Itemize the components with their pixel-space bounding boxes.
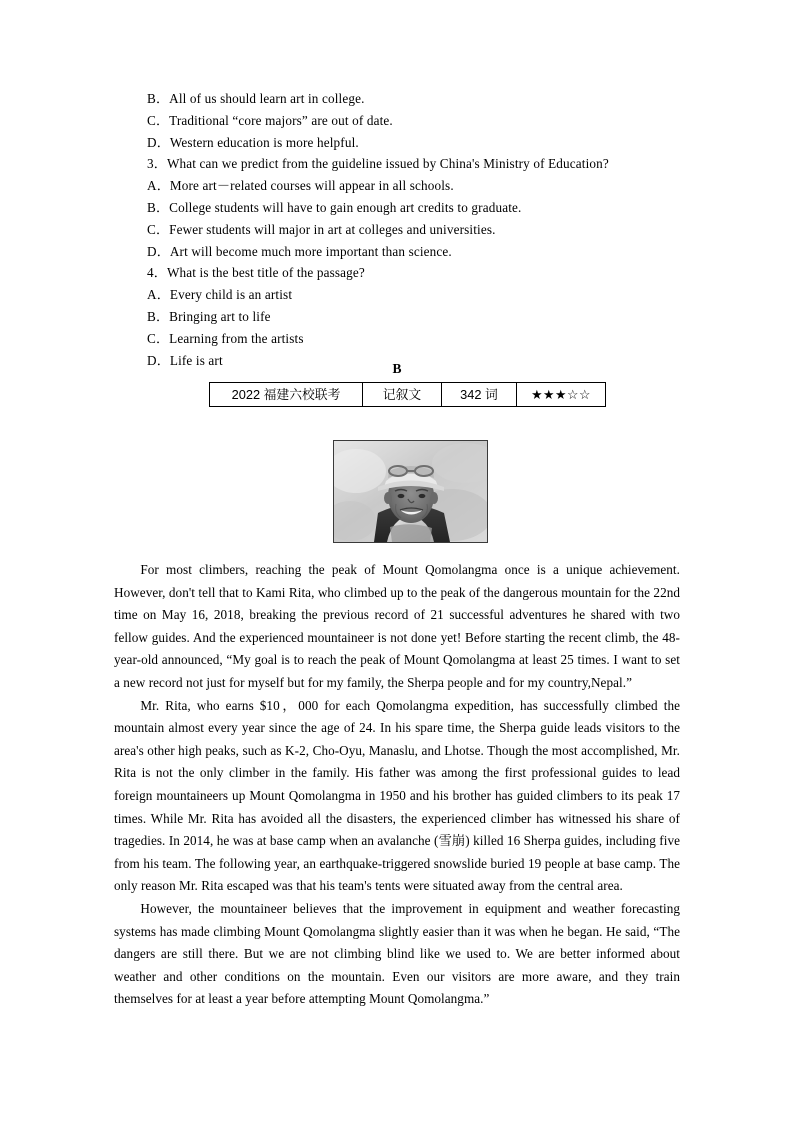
option-label: D ． bbox=[147, 241, 168, 263]
question-line bbox=[147, 110, 687, 132]
option-text: All of us should learn art in college. bbox=[169, 91, 365, 106]
question-line bbox=[147, 197, 687, 219]
question-line bbox=[147, 306, 687, 328]
question-text: What can we predict from the guideline issued by China's Ministry of Education? bbox=[166, 156, 609, 172]
passage-photo bbox=[333, 440, 488, 543]
question-line bbox=[147, 328, 687, 350]
passage-paragraph: However, the mountaineer believes that the improvement in equipment and weather forecasting systems has made climbing Mount Qomolangma slightly easier than it was when he began. He said, “The dangers are still there. But we are not climbing blind like we used to. We are better informed about weather and other conditions on the mountain. Even our visitors are more aware, and they train themselves for at least a year before attempting Mount Qomolangma.” bbox=[114, 900, 680, 1007]
option-text: Life is art bbox=[169, 352, 223, 368]
option-label: B ． bbox=[147, 88, 167, 110]
option-text: Traditional “core majors” are out of date. bbox=[169, 112, 393, 128]
option-label: A ． bbox=[147, 284, 168, 306]
info-genre: 记叙文 bbox=[363, 383, 442, 407]
option-text: Art will become much more important than science. bbox=[169, 243, 452, 259]
option-text: More art－related courses will appear in all schools. bbox=[169, 178, 454, 194]
question-line bbox=[147, 219, 687, 241]
reading-passage bbox=[114, 559, 680, 1011]
option-text: Every child is an artist bbox=[169, 287, 293, 303]
option-label: C ． bbox=[147, 110, 167, 132]
question-number: 4 ． bbox=[147, 262, 165, 284]
option-text: Fewer students will major in art at colleges and universities. bbox=[169, 221, 496, 237]
question-line bbox=[147, 88, 687, 110]
option-label: B ． bbox=[147, 197, 167, 219]
option-text: Western education is more helpful. bbox=[169, 134, 359, 150]
option-text: College students will have to gain enough art credits to graduate. bbox=[169, 199, 522, 215]
option-label: A ． bbox=[147, 175, 168, 197]
option-label: D ． bbox=[147, 350, 168, 372]
option-label: B ． bbox=[147, 306, 167, 328]
question-line bbox=[147, 262, 687, 284]
option-text: Bringing art to life bbox=[169, 308, 271, 324]
question-line bbox=[147, 241, 687, 263]
photo-image bbox=[334, 441, 487, 542]
info-difficulty-stars: ★★★☆☆ bbox=[517, 383, 606, 407]
option-text: Learning from the artists bbox=[169, 330, 304, 346]
question-number: 3 ． bbox=[147, 153, 165, 175]
question-line bbox=[147, 153, 687, 175]
question-line bbox=[147, 284, 687, 306]
option-label: C ． bbox=[147, 219, 167, 241]
info-word-count: 342 词 bbox=[442, 383, 517, 407]
passage-paragraph: For most climbers, reaching the peak of Mount Qomolangma once is a unique achievement. However, don't tell that to Kami Rita, who climbed up to the peak of the dangerous mountain for the 22nd time on May 16, 2018, breaking the previous record of 21 successful adventures he shared with two fellow guides. And the experienced mountaineer is not done yet! Before starting the recent climb, the 48-year-old announced, “My goal is to reach the peak of Mount Qomolangma at least 25 times. I want to set a new record not just for myself but for my family, the Sherpa people and for my country,Nepal.” bbox=[114, 562, 680, 690]
passage-paragraph: Mr. Rita, who earns $10，000 for each Qomolangma expedition, has successfully climbed the mountain almost every year since the age of 24. In his spare time, the Sherpa guide leads visitors to the area's other high peaks, such as K-2, Cho-Oyu, Manaslu, and Lhotse. Though the most accomplished, Mr. Rita is not the only climber in the family. His father was among the first professional guides to lead foreign mountaineers up Mount Qomolangma in 1950 and his brother has guided climbers to its peak 17 times. While Mr. Rita has avoided all the disasters, the experienced climber has witnessed his share of tragedies. In 2014, he was at base camp when an avalanche (雪崩) killed 16 Sherpa guides, including five from his team. The following year, an earthquake-triggered snowslide buried 19 people at base camp. The only reason Mr. Rita escaped was that his team's tents were situated away from the central area. bbox=[114, 697, 680, 894]
section-letter: B bbox=[392, 361, 402, 376]
table-row bbox=[210, 383, 606, 407]
question-text: What is the best title of the passage? bbox=[166, 265, 365, 281]
question-line bbox=[147, 175, 687, 197]
passage-info-table bbox=[209, 382, 591, 407]
option-label: C ． bbox=[147, 328, 167, 350]
info-source: 2022 福建六校联考 bbox=[210, 383, 363, 407]
question-line bbox=[147, 132, 687, 154]
option-label: D ． bbox=[147, 132, 168, 154]
question-option-list bbox=[147, 88, 687, 371]
